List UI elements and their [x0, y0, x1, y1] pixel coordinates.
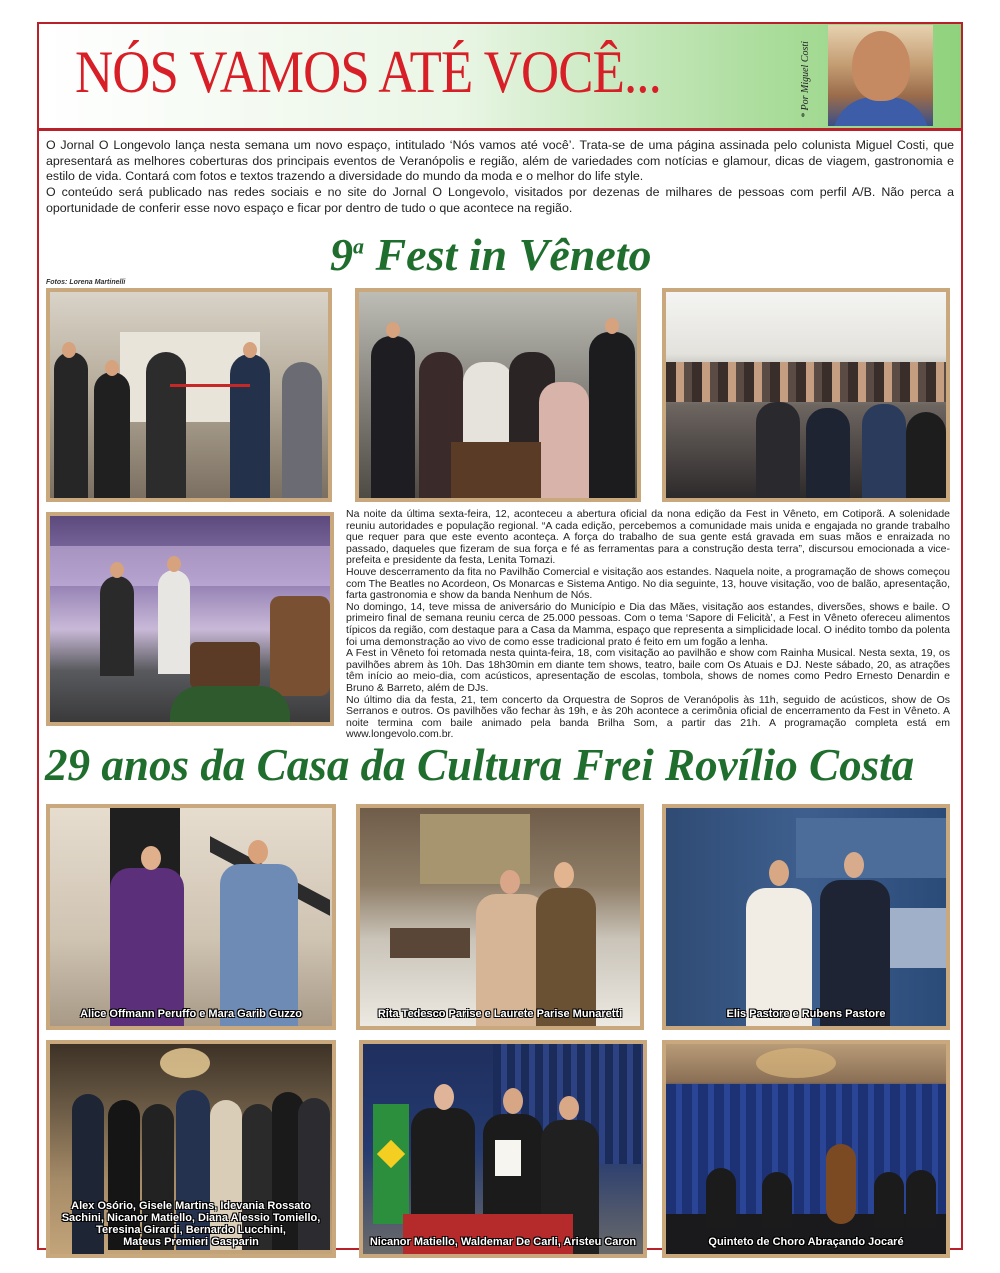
photo-credit: Fotos: Lorena Martinelli	[46, 279, 126, 286]
article-paragraph: A Fest in Vêneto foi retomada nesta quinta-feira, 18, com visitação ao pavilhão e show com Rainha Musical. Nesta sexta, 19, os pavilhões abrem às 10h. Das 18h30min em diante tem shows, teatro, baile com Os Atuais e DJ. Neste sábado, 20, as atrações têm início ao meio-dia, com acústicos, apresentação de escolas, tombola, shows de nomes como Pedro Ernesto Denardin e Bruno & Barreto, além de DJs.	[346, 647, 950, 694]
photo-group	[46, 1040, 336, 1258]
photo-alice-mara	[46, 804, 336, 1030]
article-paragraph: Na noite da última sexta-feira, 12, aconteceu a abertura oficial da nona edição da Fest in Vêneto, em Cotiporã. A solenidade reuniu autoridades e população regional. “A cada edição, percebemos a comunidade mais unida e engajada no grande trabalho que requer para que este evento aconteça. A força do trabalho de sua gente está gravada em suas mãos e enraizada no passado, daqueles que fizeram de sua força e fé as ferramentas para a construção desta terra”, discursou emocionada a vice-prefeita e presidente da festa, Lenita Tomazi.	[346, 508, 950, 567]
photo-wine-cellar	[46, 512, 334, 726]
caption-quinteto-choro: Quinteto de Choro Abraçando Jocaré	[708, 1236, 904, 1248]
photo-nicanor-waldemar-aristeu	[359, 1040, 647, 1258]
photo-fest-queens	[355, 288, 641, 502]
photo-ribbon-cutting	[46, 288, 332, 502]
columnist-portrait	[828, 25, 933, 126]
section-title-casa-cultura: 29 anos da Casa da Cultura Frei Rovílio Costa	[45, 739, 915, 790]
intro-paragraph: O conteúdo será publicado nas redes sociais e no site do Jornal O Longevolo, visitados por dezenas de milhares de pessoas com perfil A/B. Não perca a oportunidade de conferir esse novo espaço e ficar por dentro de tudo o que acontece na região.	[46, 185, 954, 215]
article-paragraph: Houve descerramento da fita no Pavilhão Comercial e visitação aos estandes. Naquela noite, a programação de shows começou com The Beatles no Acordeon, Os Monarcas e Sistema Antigo. No dia seguinte, 13, houve visitação, voo de balão, apresentação, farta gastronomia e show da banda Nenhum de Nós.	[346, 565, 950, 602]
caption-group: Alex Osório, Gisele Martins, Idevania Rossato Sachini, Nicanor Matiello, Diana Alessio Tomiello, Teresina Girardi, Bernardo Lucchini, Mateus Premieri Gasparin	[61, 1200, 321, 1248]
caption-alice-mara: Alice Offmann Peruffo e Mara Garib Guzzo	[80, 1008, 302, 1020]
photo-audience	[662, 288, 950, 502]
caption-nicanor-waldemar-aristeu: Nicanor Matiello, Waldemar De Carli, Aristeu Caron	[369, 1236, 637, 1248]
photo-elis-rubens	[662, 804, 950, 1030]
caption-elis-rubens: Elis Pastore e Rubens Pastore	[726, 1008, 886, 1020]
photo-quinteto-choro	[662, 1040, 950, 1258]
article-fest	[346, 509, 950, 741]
article-paragraph: No último dia da festa, 21, tem concerto da Orquestra de Sopros de Veranópolis às 11h, seguido de acústicos, show de Os Serranos e outros. Os pavilhões vão fechar às 19h, e às 20h acontece a cerimônia oficial de encerramento da Fest in Vêneto. A noite termina com baile animado pela banda Brilha Som, a partir das 21h. A programação completa está em www.longevolo.com.br.	[346, 693, 950, 741]
byline-text: * Por Miguel Costi	[800, 41, 811, 118]
article-paragraph: No domingo, 14, teve missa de aniversário do Município e Dia das Mães, visitação aos estandes, diversões, shows e baile. O primeiro final de semana reuniu cerca de 25.000 pessoas. Com o tema ‘Sapore di Felicità’, a Fest in Vêneto ofereceu alimentos típicos da região, com destaque para a Casa da Mamma, espaço que representa a simplicidade local. O inédito tombo da polenta foi uma demonstração ao vivo de como esse tradicional prato é feito em um fogão a lenha.	[346, 600, 950, 648]
page-headline: NÓS VAMOS ATÉ VOCÊ...	[75, 39, 661, 105]
intro-text	[46, 138, 954, 217]
byline	[800, 30, 820, 120]
photo-rita-laurete	[356, 804, 644, 1030]
caption-rita-laurete: Rita Tedesco Parise e Laurete Parise Munaretti	[377, 1008, 623, 1020]
intro-paragraph: O Jornal O Longevolo lança nesta semana um novo espaço, intitulado ‘Nós vamos até você’. Trata-se de uma página assinada pelo colunista Miguel Costi, que apresentará as melhores coberturas dos principais eventos de Veranópolis e região, além de variedades com notícias e glamour, dicas de viagem, gastronomia e estilo de vida. Contará com fotos e textos trazendo a diversidade do mundo da moda e o melhor do life style.	[46, 138, 954, 184]
section-title-fest: 9$^a$ Fest in Vêneto	[330, 229, 652, 280]
